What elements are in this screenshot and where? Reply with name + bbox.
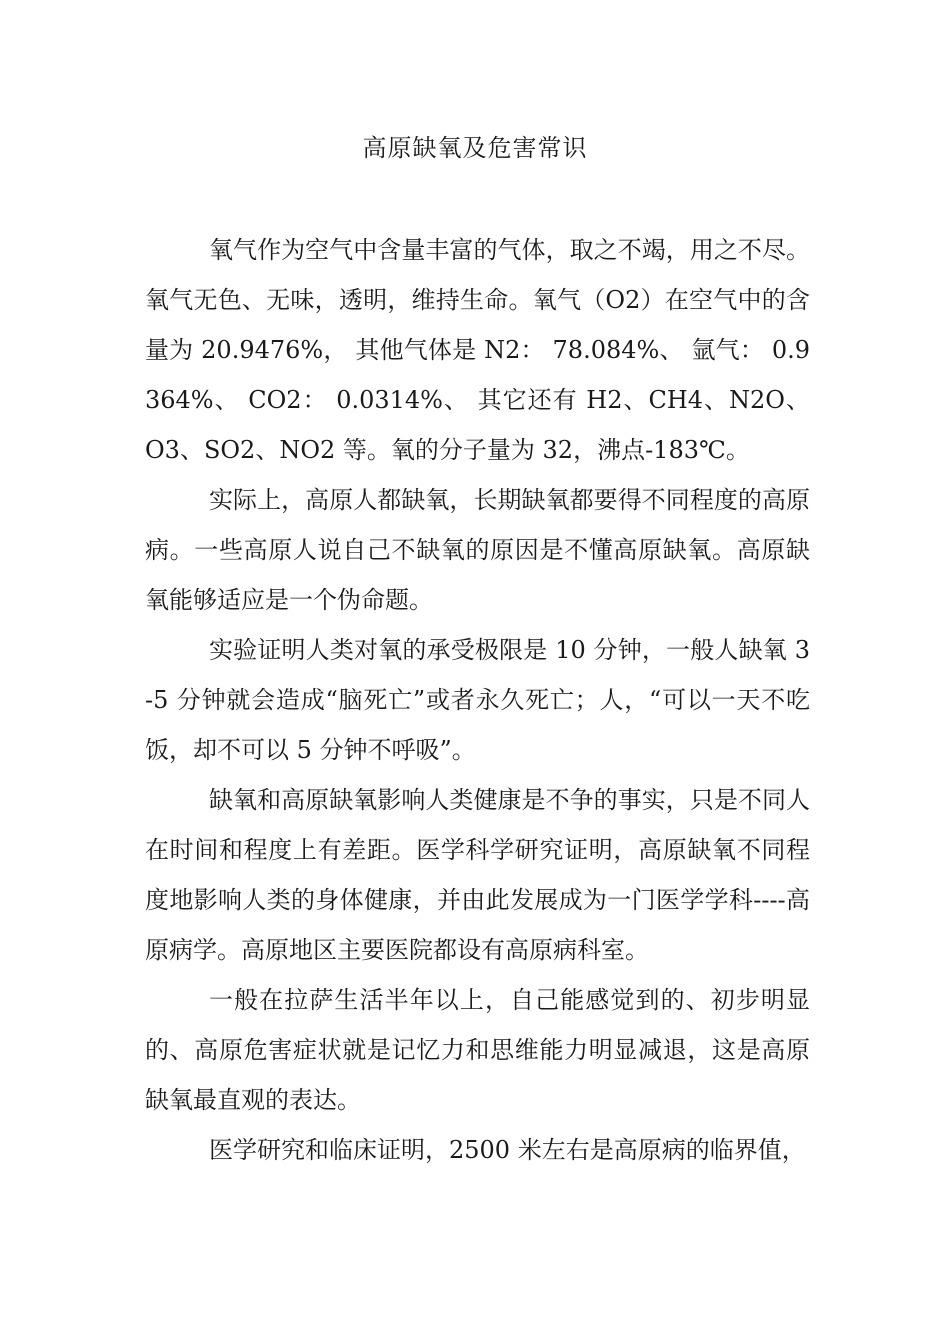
paragraph-health-impact: 缺氧和高原缺氧影响人类健康是不争的事实，只是不同人在时间和程度上有差距。医学科学研究证明，高原缺氧不同程度地影响人类的身体健康，并由此发展成为一门医学学科----高原病学。高原地区主要医院都设有高原病科室。	[145, 786, 810, 964]
paragraph-oxygen-composition: 氧气作为空气中含量丰富的气体，取之不竭，用之不尽。氧气无色、无味，透明，维持生命。氧气（O2）在空气中的含量为 20.9476%， 其他气体是 N2： 78.084%、 氩气： 0.9364%、 CO2： 0.0314%、 其它还有 H2、CH4、N2O、O3、SO2、NO2 等。氧的分子量为 32，沸点-183℃。	[145, 236, 810, 464]
document-title: 高原缺氧及危害常识	[362, 134, 588, 162]
paragraph-lhasa-symptoms: 一般在拉萨生活半年以上，自己能感觉到的、初步明显的、高原危害症状就是记忆力和思维能力明显减退，这是高原缺氧最直观的表达。	[145, 986, 810, 1114]
document-body	[145, 225, 810, 1175]
paragraph-oxygen-tolerance: 实验证明人类对氧的承受极限是 10 分钟，一般人缺氧 3-5 分钟就会造成“脑死亡”或者永久死亡；人，“可以一天不吃饭，却不可以 5 分钟不呼吸”。	[145, 636, 810, 764]
paragraph-highland-hypoxia: 实际上，高原人都缺氧，长期缺氧都要得不同程度的高原病。一些高原人说自己不缺氧的原因是不懂高原缺氧。高原缺氧能够适应是一个伪命题。	[145, 486, 810, 614]
paragraph-altitude-threshold: 医学研究和临床证明，2500 米左右是高原病的临界值，	[209, 1136, 806, 1164]
